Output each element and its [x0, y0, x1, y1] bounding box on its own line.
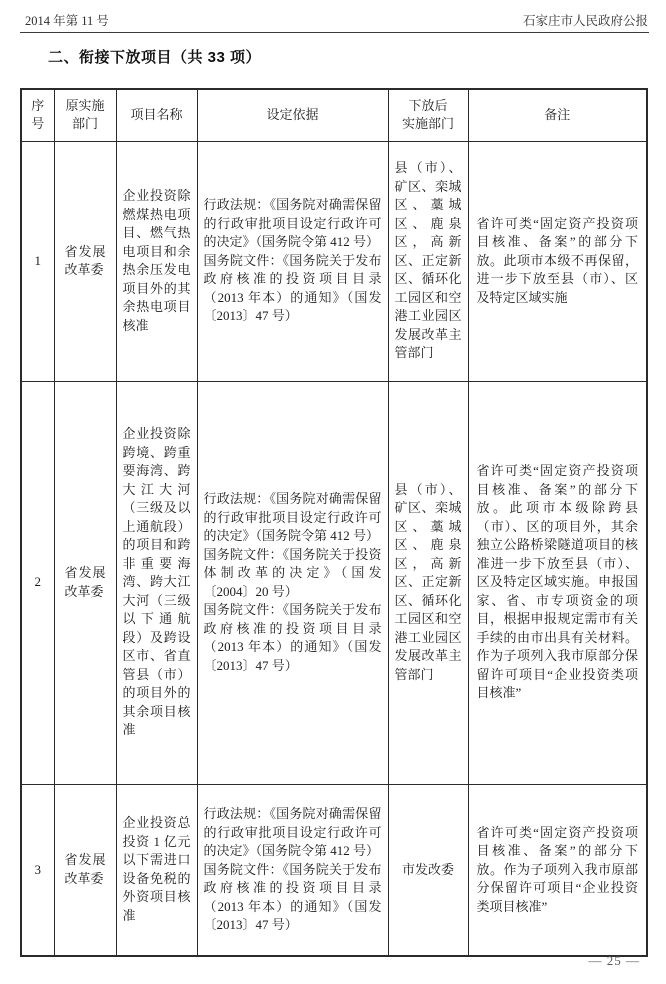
cell-basis [197, 141, 388, 381]
delegation-table [20, 88, 648, 957]
col-header-seq-line: 号 [31, 116, 45, 132]
table-row [21, 141, 647, 381]
basis-paragraph: 国务院文件：《国务院关于发布政府核准的投资项目目录（2013 年本）的通知》（国发〔2013〕47 号） [203, 602, 382, 673]
cell-seq: 3 [21, 784, 54, 956]
page-header [25, 11, 648, 29]
col-header-seq-line: 序 [31, 97, 45, 113]
basis-paragraph: 国务院文件：《国务院关于发布政府核准的投资项目目录（2013 年本）的通知》（国发〔2013〕47 号） [203, 252, 382, 324]
original-dept-text: 省发展改革委 [64, 243, 106, 277]
cell-seq: 1 [21, 141, 54, 381]
cell-remarks: 省许可类“固定资产投资项目核准、备案”的部分下放。作为子项列入我市原部分保留许可项目“企业投资类项目核准” [468, 784, 647, 956]
cell-original-dept [54, 141, 116, 381]
cell-original-dept [54, 381, 116, 784]
col-header-new-dept-line: 下放后 [408, 97, 448, 113]
col-header-basis [197, 89, 388, 141]
table-row [21, 784, 647, 956]
cell-basis [197, 784, 388, 956]
col-header-original-dept-line: 部门 [71, 116, 98, 132]
col-header-project-name [116, 89, 197, 141]
cell-project-name: 企业投资除燃煤热电项目、燃气热电项目和余热余压发电项目外的其余热电项目核准 [116, 141, 197, 381]
cell-basis [197, 381, 388, 784]
cell-original-dept [54, 784, 116, 956]
original-dept-text: 省发展改革委 [64, 565, 106, 599]
col-header-basis-label: 设定依据 [266, 107, 319, 122]
header-rule [20, 32, 649, 33]
section-title: 二、衔接下放项目（共 33 项） [48, 49, 262, 66]
col-header-remarks [468, 89, 647, 141]
col-header-original-dept-line: 原实施 [65, 97, 105, 113]
publication-name: 石家庄市人民政府公报 [522, 14, 648, 28]
original-dept-text: 省发展改革委 [64, 852, 106, 886]
col-header-new-dept [388, 89, 468, 141]
cell-project-name: 企业投资总投资 1 亿元以下需进口设备免税的外资项目核准 [116, 784, 197, 956]
cell-new-dept: 市发改委 [388, 784, 468, 956]
col-header-remarks-label: 备注 [544, 107, 571, 122]
page-footer [589, 953, 641, 969]
basis-paragraph: 行政法规：《国务院对确需保留的行政审批项目设定行政许可的决定》（国务院令第 412 号） [203, 197, 382, 250]
cell-seq: 2 [21, 381, 54, 784]
page-number: — 25 — [588, 953, 640, 968]
issue-number: 2014 年第 11 号 [25, 14, 109, 28]
table-row [21, 381, 647, 784]
cell-project-name: 企业投资除跨境、跨重要海湾、跨大江大河（三级及以上通航段）的项目和跨非重要海湾、跨大江大河（三级以下通航段）及跨设区市、省直管县（市）的项目外的其余项目核准 [116, 381, 197, 784]
col-header-project-name-label: 项目名称 [130, 107, 183, 122]
cell-new-dept: 县（市）、矿区、栾城区、藁城区、鹿泉区，高新区、正定新区、循环化工园区和空港工业园区发展改革主管部门 [388, 141, 468, 381]
basis-paragraph: 行政法规：《国务院对确需保留的行政审批项目设定行政许可的决定》（国务院令第 412 号） [203, 806, 382, 858]
col-header-seq [21, 89, 54, 141]
table-header-row [21, 89, 647, 141]
cell-remarks: 省许可类“固定资产投资项目核准、备案”的部分下放。此项市本级不再保留，进一步下放至县（市）、区及特定区域实施 [468, 141, 647, 381]
col-header-original-dept [54, 89, 116, 141]
cell-remarks: 省许可类“固定资产投资项目核准、备案”的部分下放。此项市本级除跨县（市）、区的项目外，其余独立公路桥梁隧道项目的核准进一步下放至县（市）、区及特定区域实施。申报国家、省、市专项资金的项目，根据申报规定需市有关手续的由市出具有关材料。作为子项列入我市原部分保留许可项目“企业投资类项目核准” [468, 381, 647, 784]
basis-paragraph: 国务院文件：《国务院关于发布政府核准的投资项目目录（2013 年本）的通知》（国发〔2013〕47 号） [203, 861, 382, 932]
cell-new-dept: 县（市）、矿区、栾城区、藁城区、鹿泉区，高新区、正定新区、循环化工园区和空港工业园区发展改革主管部门 [388, 381, 468, 784]
basis-paragraph: 行政法规：《国务院对确需保留的行政审批项目设定行政许可的决定》（国务院令第 412 号） [203, 491, 382, 543]
basis-paragraph: 国务院文件：《国务院关于投资体制改革的决定》（国发〔2004〕20 号） [203, 546, 382, 599]
col-header-new-dept-line: 实施部门 [401, 116, 454, 132]
